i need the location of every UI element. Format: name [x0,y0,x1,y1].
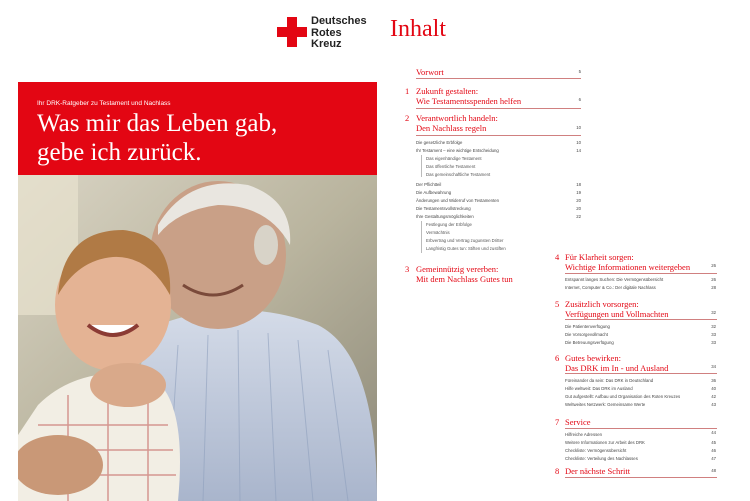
cover-headline [37,109,367,167]
toc-section-8[interactable]: Der nächste Schritt [565,466,631,476]
toc-entry[interactable]: Gut aufgestellt: Aufbau und Organisation des Roten Kreuzes [565,394,681,399]
toc-entry[interactable]: Weitere Informationen zur Arbeit des DRK [565,440,645,445]
toc-page: 48 [711,468,716,473]
toc-section-number: 3 [405,264,410,274]
toc-entry[interactable]: Checkliste: Vermögensübersicht [565,448,627,453]
toc-page: 26 [711,277,716,282]
toc-section-number: 5 [555,299,560,309]
toc-section-title: Zusätzlich vorsorgen: [565,299,639,309]
toc-section-title: Das DRK im In - und Ausland [565,363,669,373]
toc-page: 5 [578,69,581,74]
cover-headline-line-2: gebe ich zurück. [37,139,202,166]
toc-section-title: Zukunft gestalten: [416,86,479,96]
toc-subentry[interactable]: Vermächtnis [426,230,450,235]
toc-section-title: Verantwortlich handeln: [416,113,498,123]
toc-section-title: Den Nachlass regeln [416,123,487,133]
toc-section-title: Wichtige Informationen weitergeben [565,262,691,272]
toc-entry[interactable]: Ihre Gestaltungsmöglichkeiten [416,214,474,219]
red-cross-logo-icon [277,17,307,47]
toc-page: 32 [711,310,716,315]
toc-entry[interactable]: Checkliste: Verteilung des Nachlasses [565,456,638,461]
toc-page: 14 [576,148,581,153]
toc-page: 34 [711,364,716,369]
logo-line-1: Deutsches [311,15,367,27]
toc-section-number: 2 [405,113,410,123]
page-title: Inhalt [390,16,446,42]
toc-page: 43 [711,402,716,407]
toc-subentry[interactable]: Das öffentliche Testament [426,164,476,169]
toc-entry[interactable]: Weltweites Netzwerk: Gemeinsame Werte [565,402,646,407]
logo-wordmark [311,16,367,51]
toc-subentry[interactable]: Das gemeinschaftliche Testament [426,172,491,177]
toc-divider [416,135,581,136]
toc-section-6[interactable] [565,353,668,373]
toc-divider [565,477,717,478]
toc-section-title: Wie Testamentsspenden helfen [416,96,522,106]
toc-page: 40 [711,386,716,391]
toc-section-7[interactable]: Service [565,417,591,427]
toc-entry[interactable]: Die gesetzliche Erbfolge [416,140,463,145]
toc-entry[interactable]: Hilfreiche Adressen [565,432,603,437]
toc-section-3[interactable] [416,264,513,284]
toc-section-number: 4 [555,252,560,262]
toc-divider [565,319,717,320]
toc-page: 47 [711,456,716,461]
toc-entry[interactable]: Die Patientenverfügung [565,324,610,329]
cover-photo [18,175,377,501]
toc-subentry[interactable]: Langfristig Gutes tun: Stiften und zustiften [426,246,506,251]
toc-section-number: 7 [555,417,560,427]
toc-entry[interactable]: Der Pflichtteil [416,182,442,187]
toc-page: 6 [578,97,581,102]
toc-page: 22 [576,214,581,219]
toc-section-1[interactable] [416,86,521,106]
toc-page: 44 [711,430,716,435]
toc-page: 10 [576,125,581,130]
toc-page: 26 [711,263,716,268]
toc-sub-bracket [421,221,422,253]
toc-entry[interactable]: Die Betreuungsverfügung [565,340,614,345]
toc-section-number: 1 [405,86,410,96]
toc-page: 45 [711,440,716,445]
toc-entry[interactable]: Ihr Testament – eine wichtige Entscheidung [416,148,499,153]
toc-divider [416,108,581,109]
toc-entry[interactable]: Änderungen und Widerruf von Testamenten [416,198,500,203]
toc-divider [565,428,717,429]
cover-headline-line-1: Was mir das Leben gab, [37,110,278,137]
cover-subtitle: Ihr DRK-Ratgeber zu Testament und Nachlass [37,100,171,107]
toc-section-title: Für Klarheit sorgen: [565,252,634,262]
toc-subentry[interactable]: Festlegung der Erbfolge [426,222,472,227]
toc-entry[interactable]: Die Aufbewahrung [416,190,452,195]
toc-section-number: 8 [555,466,560,476]
toc-entry[interactable]: Die Vorsorgevollmacht [565,332,608,337]
toc-page: 36 [711,378,716,383]
toc-page: 42 [711,394,716,399]
toc-section-title: Mit dem Nachlass Gutes tun [416,274,513,284]
toc-sub-bracket [421,155,422,177]
toc-section-title: Gemeinnützig vererben: [416,264,499,274]
toc-section-title: Verfügungen und Vollmachten [565,309,669,319]
toc-divider [565,273,717,274]
toc-section-number: 6 [555,353,560,363]
toc-entry[interactable]: Die Testamentsvollstreckung [416,206,471,211]
logo-line-3: Kreuz [311,38,342,50]
toc-entry[interactable]: Internet, Computer & Co.: Der digitale Nachlass [565,285,656,290]
toc-page: 20 [576,198,581,203]
toc-page: 33 [711,332,716,337]
toc-section-5[interactable] [565,299,669,319]
toc-page: 32 [711,324,716,329]
toc-section-4[interactable] [565,252,690,272]
toc-entry[interactable]: Füreinander da sein: Das DRK in Deutschland [565,378,654,383]
toc-section-title: Gutes bewirken: [565,353,621,363]
toc-subentry[interactable]: Das eigenhändige Testament [426,156,482,161]
toc-page: 33 [711,340,716,345]
toc-page: 18 [576,182,581,187]
toc-page: 19 [576,190,581,195]
toc-subentry[interactable]: Erbvertrag und Vertrag zugunsten Dritter [426,238,504,243]
toc-page: 20 [576,206,581,211]
toc-divider [416,78,581,79]
toc-page: 10 [576,140,581,145]
toc-entry[interactable]: Hilfe weltweit: Das DRK im Ausland [565,386,633,391]
toc-vorwort[interactable]: Vorwort [416,67,444,77]
toc-entry[interactable]: Entspannt langes Suchen: Die Vermögensübersicht [565,277,664,282]
logo-line-2: Rotes [311,26,342,39]
toc-divider [565,373,717,374]
toc-page: 28 [711,285,716,290]
toc-page: 46 [711,448,716,453]
toc-section-2[interactable] [416,113,498,133]
